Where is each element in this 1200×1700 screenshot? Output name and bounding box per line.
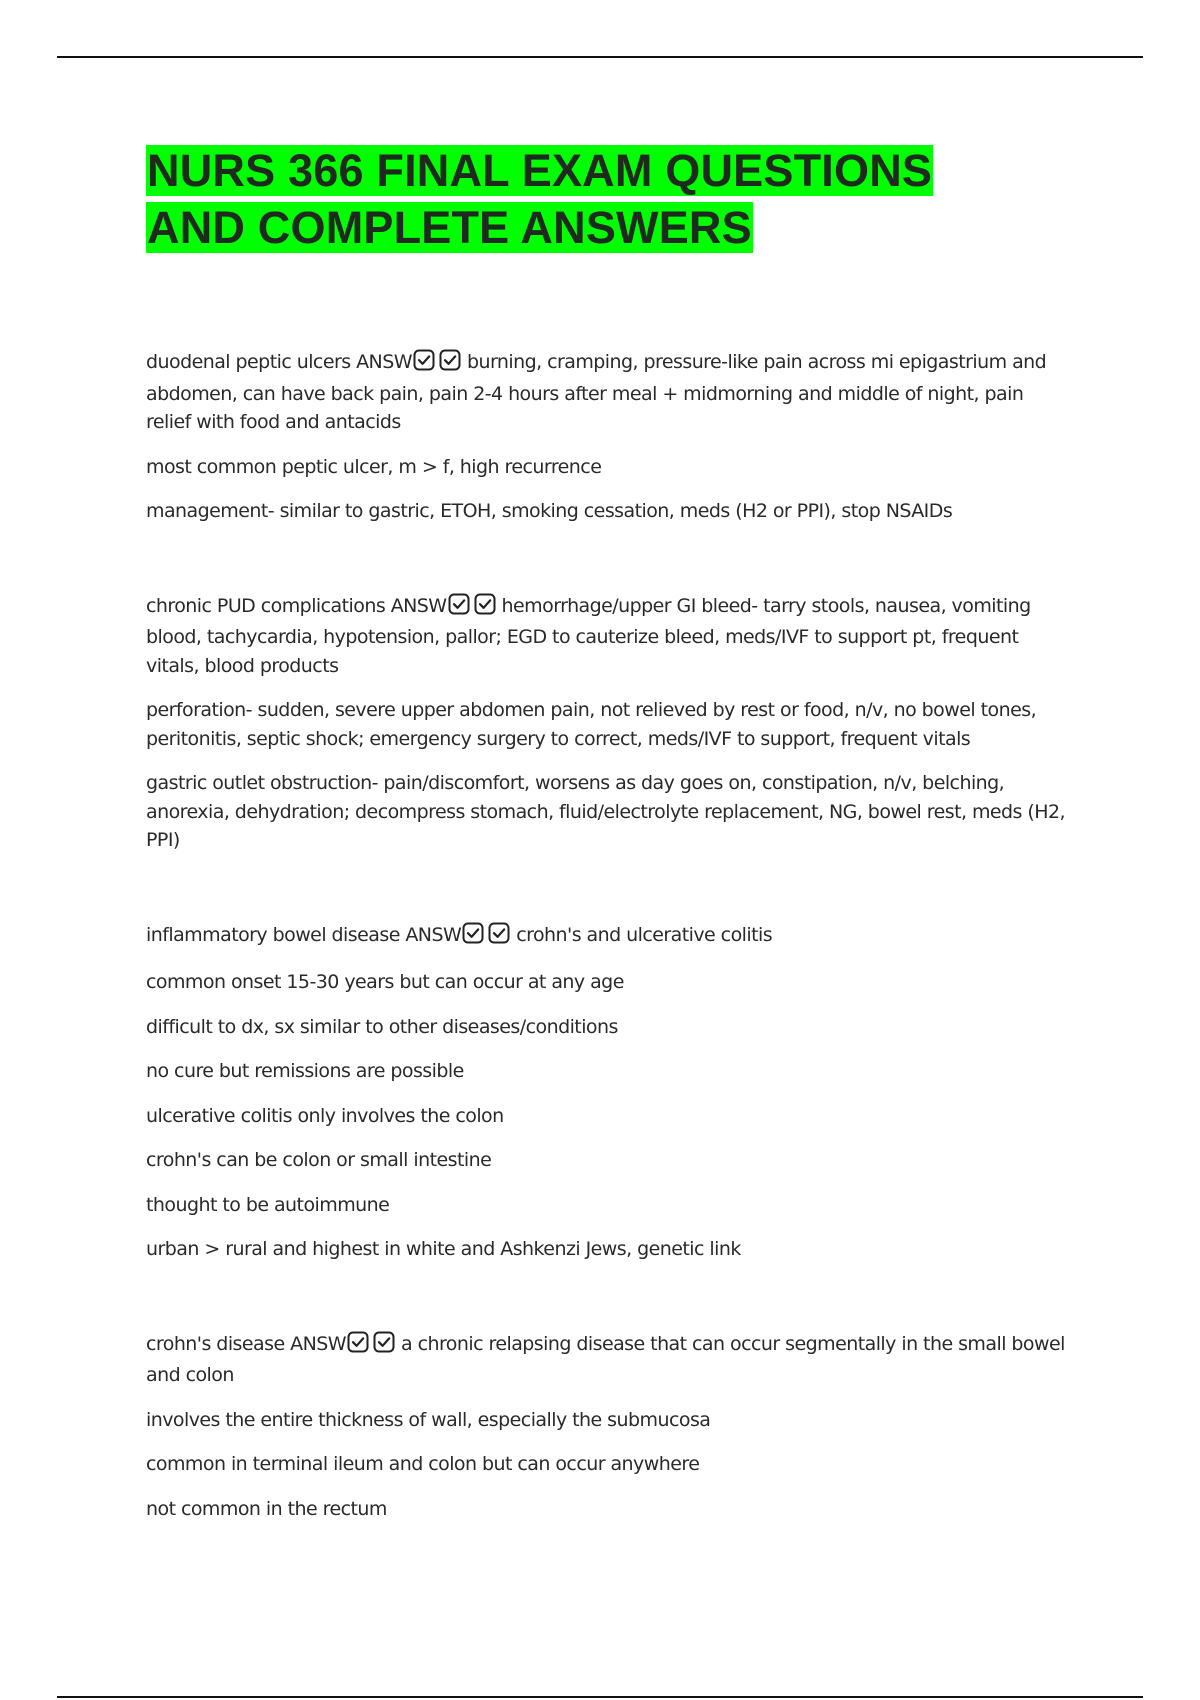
note-line: crohn's can be colon or small intestine	[146, 1149, 492, 1171]
checkbox-check-icon	[347, 1331, 369, 1353]
note-line: difficult to dx, sx similar to other diseases/conditions	[146, 1015, 618, 1038]
checkbox-check-icon	[488, 922, 510, 944]
checkbox-check-icon	[462, 922, 484, 944]
note-line: involves the entire thickness of wall, especially the submucosa	[146, 1408, 711, 1431]
answer-checkmarks	[462, 922, 514, 953]
checkbox-check-icon	[448, 593, 470, 615]
question-term: duodenal peptic ulcers	[146, 351, 351, 373]
note-line: not common in the rectum	[146, 1497, 387, 1520]
note-line: gastric outlet obstruction- pain/discomfort, worsens as day goes on, constipation, n/v, belching, anorexia, dehydration; decompress stomach, fluid/electrolyte replacement, NG, bowel rest, meds (H2, PPI)	[146, 772, 1066, 851]
answer-checkmarks	[448, 593, 500, 624]
question-answer-line	[146, 921, 1066, 953]
note-line: thought to be autoimmune	[146, 1193, 390, 1216]
qa-content	[146, 348, 1066, 1523]
qa-block	[146, 1330, 1066, 1524]
note-line: most common peptic ulcer, m > f, high recurrence	[146, 455, 602, 478]
checkbox-check-icon	[474, 593, 496, 615]
question-term: chronic PUD complications	[146, 594, 386, 617]
answer-marker: ANSW	[390, 594, 447, 617]
title-line-1: NURS 366 FINAL EXAM QUESTIONS	[147, 145, 933, 196]
title-line-2: AND COMPLETE ANSWERS	[147, 202, 752, 253]
answer-marker: ANSW	[356, 351, 412, 373]
note-line: ulcerative colitis only involves the colon	[146, 1104, 504, 1127]
answer-text: burning, cramping, pressure-like pain across mi epigastrium and abdomen, can have back pain, pain 2-4 hours after meal + midmorning and middle of night, pain relief with food and antacids	[146, 351, 1047, 433]
qa-block	[146, 592, 1066, 855]
qa-block	[146, 921, 1066, 1264]
checkbox-check-icon	[373, 1331, 395, 1353]
qa-block	[146, 348, 1066, 526]
note-line: common onset 15-30 years but can occur at any age	[146, 971, 624, 993]
footer-rule	[57, 1696, 1143, 1698]
checkbox-check-icon	[413, 349, 435, 371]
answer-checkmarks	[347, 1331, 399, 1362]
answer-text: a chronic relapsing disease that can occur segmentally in the small bowel and colon	[146, 1332, 1065, 1386]
answer-marker: ANSW	[405, 923, 462, 946]
note-line: no cure but remissions are possible	[146, 1060, 464, 1082]
answer-text: crohn's and ulcerative colitis	[516, 923, 773, 946]
question-answer-line	[146, 592, 1066, 681]
note-line: perforation- sudden, severe upper abdomen pain, not relieved by rest or food, n/v, no bowel tones, peritonitis, septic shock; emergency surgery to correct, meds/IVF to support, frequent vitals	[146, 699, 1037, 750]
answer-text: hemorrhage/upper GI bleed- tarry stools, nausea, vomiting blood, tachycardia, hypotension, pallor; EGD to cauterize bleed, meds/IVF to support pt, frequent vitals, blood products	[146, 594, 1031, 677]
question-answer-line	[146, 348, 1066, 437]
checkbox-check-icon	[439, 349, 461, 371]
question-answer-line	[146, 1330, 1066, 1390]
question-term: crohn's disease	[146, 1332, 285, 1355]
document-title	[146, 142, 933, 256]
header-rule	[57, 56, 1143, 58]
answer-marker: ANSW	[290, 1332, 346, 1355]
answer-checkmarks	[413, 349, 465, 380]
question-term: inflammatory bowel disease	[146, 923, 400, 946]
note-line: common in terminal ileum and colon but can occur anywhere	[146, 1453, 700, 1475]
note-line: management- similar to gastric, ETOH, smoking cessation, meds (H2 or PPI), stop NSAIDs	[146, 500, 953, 522]
note-line: urban > rural and highest in white and Ashkenzi Jews, genetic link	[146, 1238, 741, 1260]
